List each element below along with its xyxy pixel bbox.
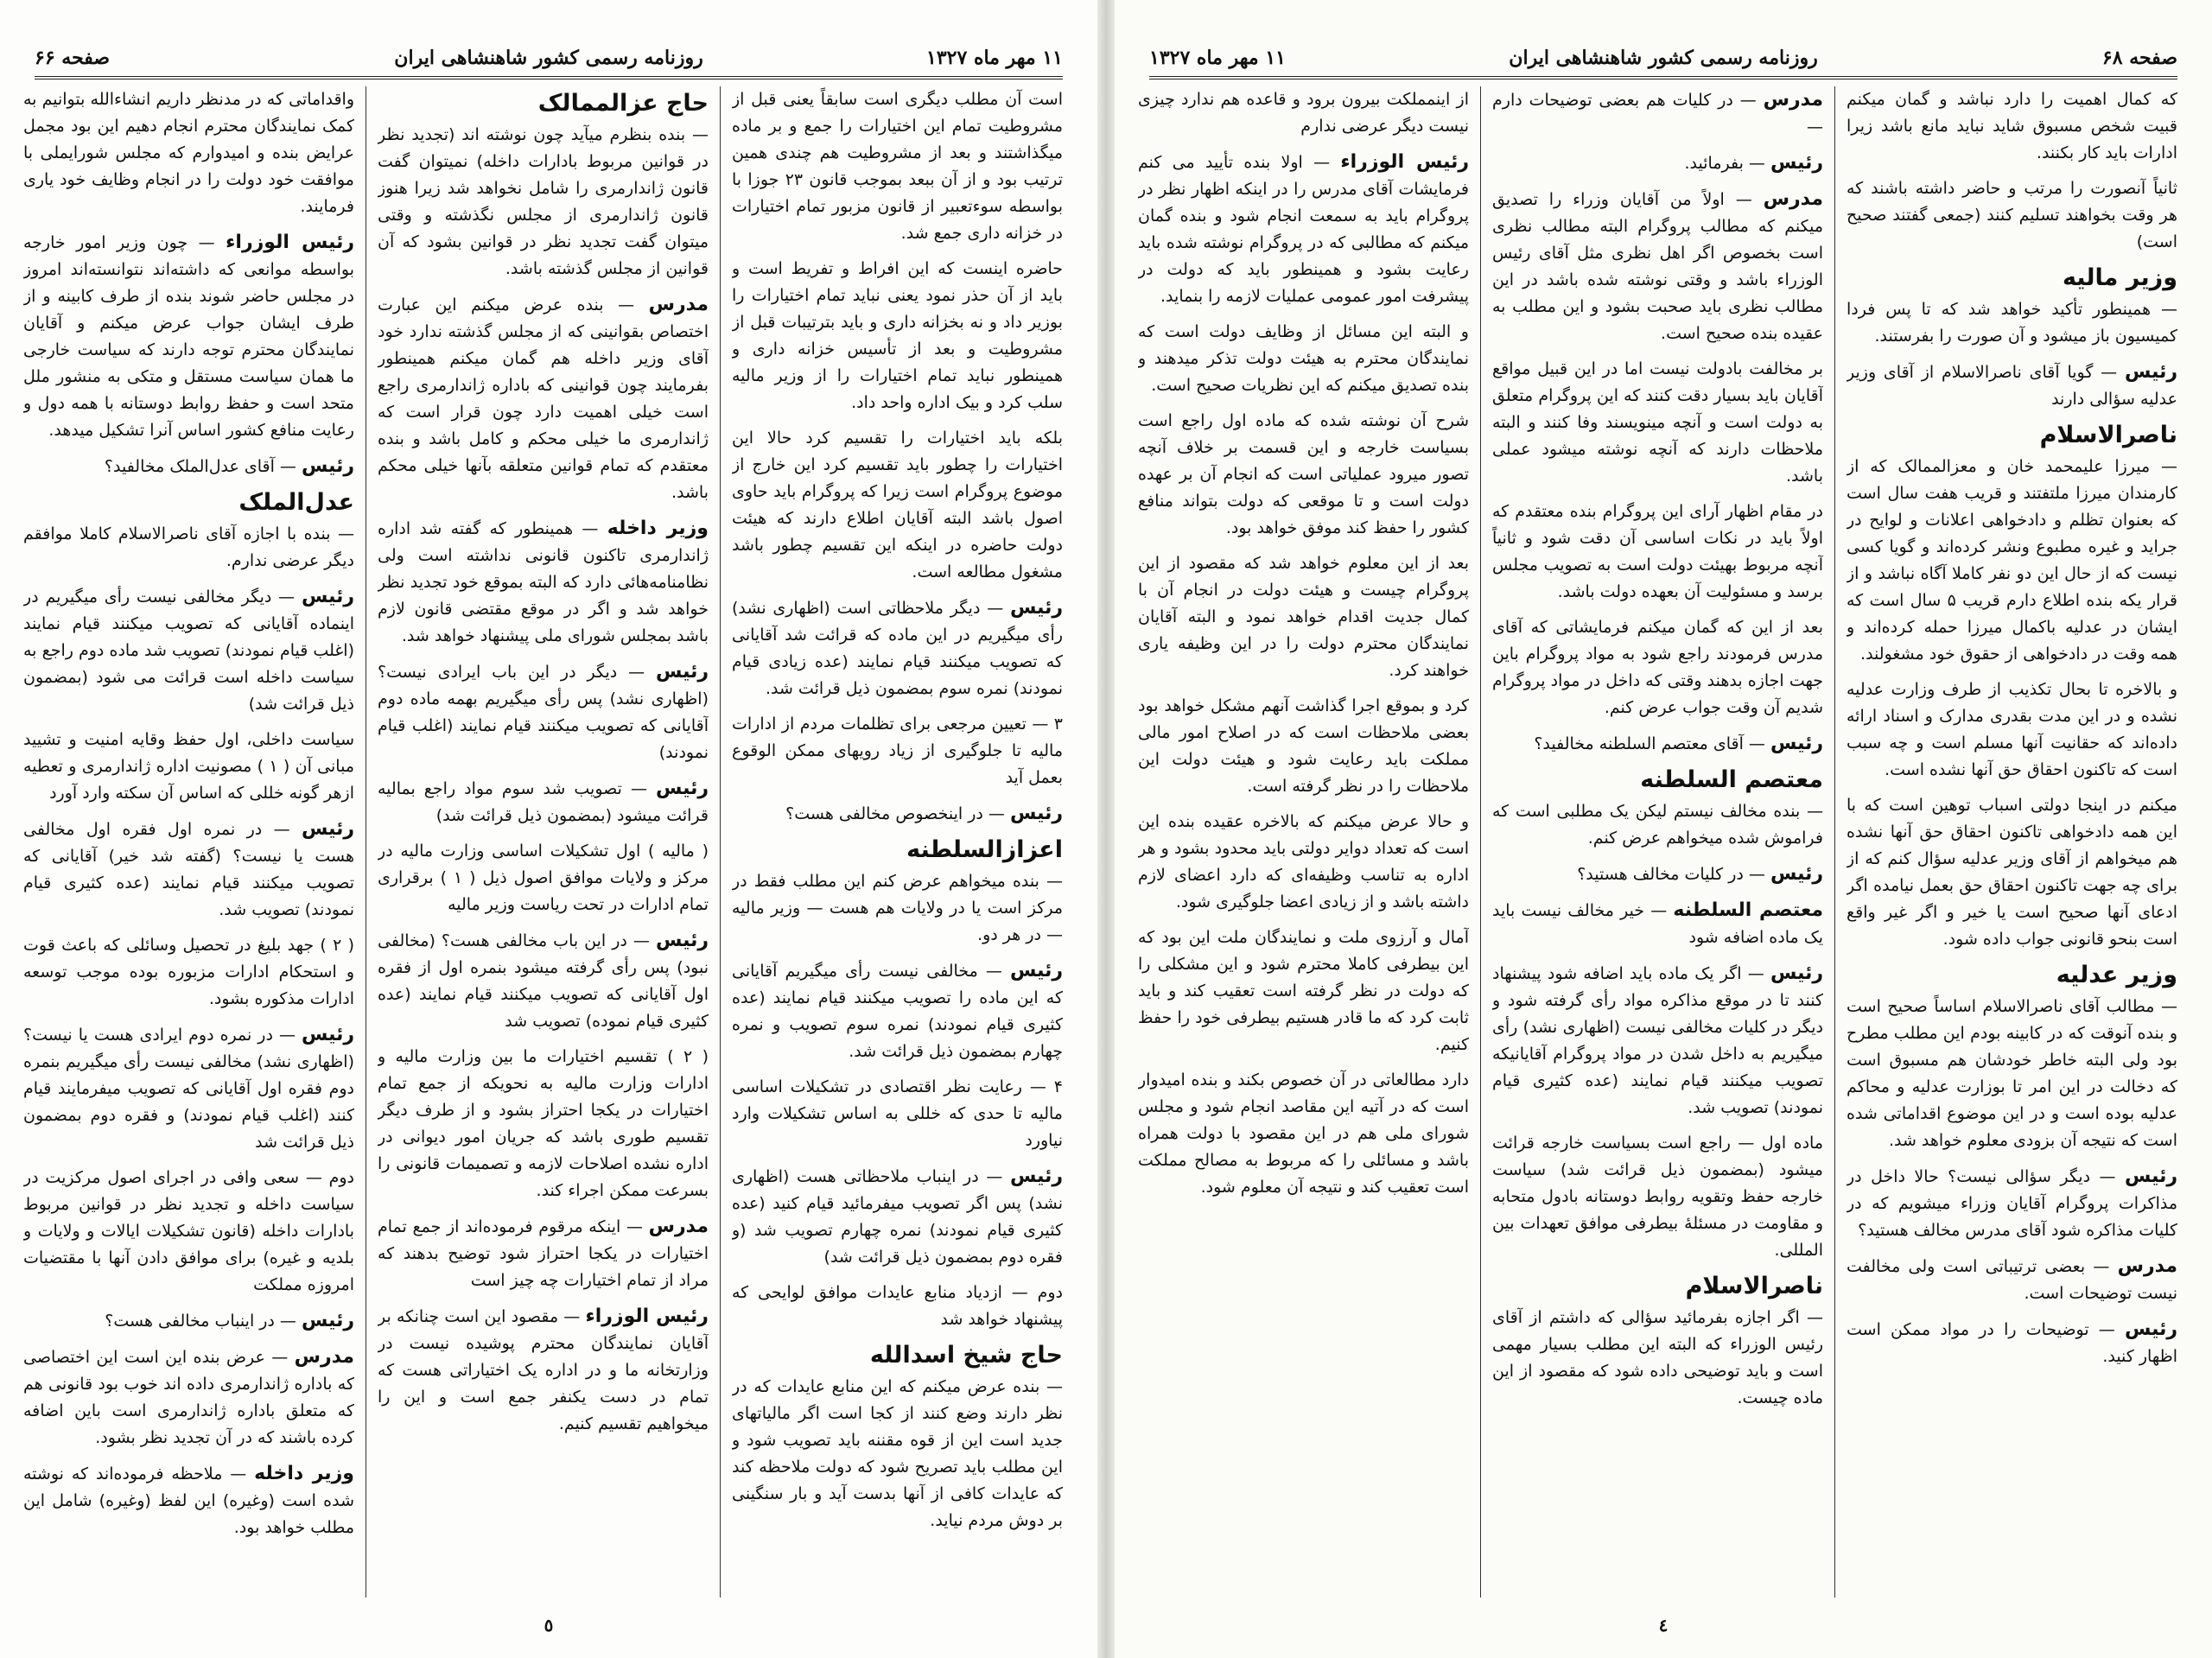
- paragraph: [1138, 319, 1469, 399]
- paragraph-text: بر مخالفت بادولت نیست اما در این قبیل مواقع آقایان باید بسیار دقت کنند که این پروگرام متعلق به دولت است و آنچه مینویسند وفا کنند و البته ملاحظات دارند که آنچه نوشته میشود عملی باشد.: [1492, 359, 1823, 486]
- speaker-name: رئیس: [1009, 960, 1063, 981]
- speaker-heading: ناصرالاسلام: [1685, 1273, 1823, 1299]
- speaker-name: معتصم السلطنه: [1673, 899, 1823, 921]
- paragraph: [732, 868, 1063, 949]
- speaker-name: رئیس: [655, 930, 709, 951]
- column-rule: [720, 86, 721, 1598]
- paragraph: [1492, 897, 1823, 951]
- speaker-name: رئیس: [1770, 863, 1823, 885]
- paragraph: [732, 256, 1063, 416]
- column: [378, 86, 709, 1598]
- speaker-name: مدرس: [648, 1216, 709, 1237]
- page-gutter: [1097, 0, 1115, 1658]
- header-date: ۱۱ مهر ماه ۱۳۲۷: [926, 47, 1063, 69]
- paragraph-text: — دیگر سؤالی نیست؟ حالا داخل در مذاکرات پروگرام آقایان وزراء میشویم که در کلیات مذاکره شود آقای مدرس مخالف هستید؟: [1847, 1167, 2177, 1240]
- paragraph: [23, 727, 354, 807]
- speaker-name: رئیس: [1009, 803, 1063, 824]
- speaker-name: رئیس: [1770, 733, 1823, 754]
- speaker-name: رئیس: [301, 586, 354, 607]
- paragraph: [1847, 359, 2177, 413]
- paragraph-text: ثانیاً آنصورت را مرتب و حاضر داشته باشند که هر وقت بخواهند تسلیم کنند (جمعی گفتند صحیح است): [1847, 179, 2177, 251]
- paragraph-text: میکنم در اینجا دولتی اسباب توهین است که با این همه دادخواهی تاکنون احقاق حق آنها نشده هم میخواهم از آقای وزیر عدلیه سؤال کنم که از برای چه جهت تاکنون احقاق حق بعمل نیامده اگر ادعای آنها صحیح است یا خیر و اگر غیر واقع است بنحو قانونی جواب داده شود.: [1847, 796, 2177, 949]
- paragraph-text: — دیگر مخالفی نیست رأی میگیریم در اینماده آقایانی که تصویب میکنند قیام نمایند (اغلب قیام نمودند) تصویب شد ماده دوم راجع به سیاست داخله است قرائت می شود (بمضمون ذیل قرائت شد): [23, 588, 354, 714]
- paragraph: [23, 583, 354, 718]
- paragraph-text: — مطالب آقای ناصرالاسلام اساساً صحیح است و بنده آنوقت که در کابینه بودم این مطلب مطرح بود ولی البته خاطر خودشان هم مسبوق است که دخالت در این امر تا بوزارت عدلیه و محاکم عدلیه بوده است و در این موضوع اقداماتی شده است که نتیجه آن بزودی معلوم خواهد شد.: [1847, 997, 2177, 1150]
- column: [1492, 86, 1823, 1598]
- paragraph: [1492, 1130, 1823, 1264]
- paragraph-text: — دیگر ملاحظاتی است (اظهاری نشد) رأی میگیریم در این ماده که قرائت شد آقایانی که تصویب میکنند قیام نمایند (عده زیادی قیام نمودند) نمره سوم بمضمون ذیل قرائت شد.: [732, 599, 1063, 698]
- paragraph: [378, 838, 709, 918]
- speaker-name: مدرس: [1763, 188, 1823, 210]
- paragraph-text: و حالا عرض میکنم که بالاخره عقیده بنده این است که تعداد دوایر دولتی باید محدود بشود و هر اداره به تناسب وظیفه‌ای که دارد اعضای لازم داشته باشد و از زیادی اعضا جلوگیری شود.: [1138, 812, 1469, 912]
- speaker-name: رئیس: [1770, 962, 1823, 984]
- paragraph-text: ( مالیه ) اول تشکیلات اساسی وزارت مالیه در مرکز و ولایات موافق اصول ذیل ( ۱ ) برقراری تمام ادارات در تحت ریاست وزیر مالیه: [378, 842, 709, 914]
- paragraph: [23, 1460, 354, 1541]
- paragraph: [378, 927, 709, 1035]
- speaker-name: وزیر داخله: [254, 1463, 354, 1484]
- paragraph: [1492, 730, 1823, 758]
- speaker-name: رئیس: [656, 661, 709, 683]
- columns: [23, 86, 1063, 1598]
- paragraph: [1847, 1316, 2177, 1370]
- paragraph: [1847, 86, 2177, 167]
- speaker-heading: حاج عزالممالک: [537, 90, 709, 117]
- speaker-name: رئیس: [2125, 361, 2177, 383]
- speaker-name: رئیس: [1009, 1166, 1063, 1187]
- paragraph: [23, 229, 354, 444]
- paragraph: [23, 453, 354, 480]
- paragraph: [1492, 356, 1823, 490]
- speaker-name: رئیس الوزراء: [585, 1305, 709, 1327]
- paragraph-text: — بنده با اجازه آقای ناصرالاسلام کاملا موافقم دیگر عرضی ندارم.: [23, 524, 354, 570]
- paragraph-text: — بفرمائید.: [1684, 154, 1765, 173]
- paragraph: [1492, 1305, 1823, 1412]
- paragraph: [1138, 924, 1469, 1058]
- paragraph-text: — در کلیات مخالف هستید؟: [1577, 865, 1765, 884]
- paragraph-text: — در این باب مخالفی هست؟ (مخالفی نبود) پس رأی گرفته میشود بنمره اول از فقره اول آقایانی که تصویب میکنند قیام نمایند (عده کثیری قیام نموده) تصویب شد: [378, 931, 709, 1031]
- paragraph-text: — همینطور که گفته شد اداره ژاندارمری تاکنون قانونی نداشته است ولی نظامنامه‌هائی دارد که البته بموقع خود تجدید نظر خواهد شد و اگر در موقع مقتضی قانون لازم باشد بمجلس شورای ملی پیشنهاد خواهد شد.: [378, 519, 709, 645]
- paragraph-text: — آقای عدل‌الملک مخالفید؟: [104, 457, 296, 476]
- paragraph-text: — بنده میخواهم عرض کنم این مطلب فقط در مرکز است یا در ولایات هم هست — وزیر مالیه — در هر دو.: [732, 872, 1063, 944]
- paragraph: [378, 291, 709, 506]
- header-page-label: صفحه ۶۶: [35, 47, 111, 69]
- paragraph-text: بعد از این معلوم خواهد شد که مقصود از این پروگرام چیست و هیئت دولت در انجام آن با کمال جدیت اقدام خواهد نمود و البته آقایان نمایندگان محترم دولت را در این وظیفه یاری خواهند کرد.: [1138, 554, 1469, 680]
- paragraph-text: — مخالفی نیست رأی میگیریم آقایانی که این ماده را تصویب میکنند قیام نمایند (عده کثیری قیام نمودند) نمره سوم تصویب و نمره چهارم بمضمون ذیل قرائت شد.: [732, 962, 1063, 1061]
- paragraph: [1138, 149, 1469, 310]
- paragraph-text: — اینکه مرقوم فرموده‌اند از جمع تمام اختیارات در یکجا احتراز شود توضیح بدهند که مراد از تمام اختیارات چه چیز است: [378, 1217, 709, 1290]
- paragraph-text: آمال و آرزوی ملت و نمایندگان ملت این بود که این بیطرفی کاملا محترم شود و این مشکلی را که دولت در نظر گرفته است تعقیب کند و باید ثابت کرد که ما قادر هستیم بیطرفی خود را حفظ کنیم.: [1138, 928, 1469, 1054]
- paragraph-text: در مقام اظهار آرای این پروگرام بنده معتقدم که اولاً باید در نکات اساسی آن دقت شود و ثانیاً آنچه مربوط بهیئت دولت است به تصویب مجلس برسد و مسئولیت آن بعهده دولت باشد.: [1492, 502, 1823, 601]
- header-date: ۱۱ مهر ماه ۱۳۲۷: [1149, 47, 1286, 69]
- paragraph: [1847, 454, 2177, 668]
- paragraph: [1138, 1067, 1469, 1201]
- paragraph: [23, 521, 354, 575]
- speaker-heading: حاج شیخ اسدالله: [869, 1342, 1063, 1369]
- paragraph-text: حاضره اینست که این افراط و تفریط است و باید از آن حذر نمود یعنی نباید تمام اختیارات را بوزیر داد و نه بخزانه داری و باید بترتیبات قبل از مشروطیت و بعد از تأسیس خزانه داری و همینطور نباید تمام اختیارات را از وزیر مالیه سلب کرد و بیک اداره واحد داد.: [732, 259, 1063, 412]
- column-rule: [365, 86, 366, 1598]
- paragraph: [732, 711, 1063, 791]
- paragraph: [378, 775, 709, 829]
- page-folio: ٥: [543, 1615, 554, 1636]
- column: [23, 86, 354, 1598]
- header-page-label: صفحه ۶۸: [2101, 47, 2177, 69]
- speaker-heading: اعزازالسلطنه: [906, 836, 1063, 863]
- speaker-heading: وزیر عدلیه: [2056, 962, 2177, 988]
- paragraph: [1847, 175, 2177, 256]
- paragraph-text: ۴ — رعایت نظر اقتصادی در تشکیلات اساسی مالیه تا حدی که خللی به اساس تشکیلات وارد نیاورد: [732, 1077, 1063, 1150]
- paragraph: [378, 122, 709, 283]
- paragraph: [1138, 693, 1469, 800]
- paragraph: [732, 1074, 1063, 1154]
- paragraph-text: ۳ — تعیین مرجعی برای تظلمات مردم از ادارات مالیه تا جلوگیری از زیاد رویهای ممکن الوقوع بعمل آید: [732, 715, 1063, 787]
- paragraph: [23, 1344, 354, 1452]
- paragraph-text: — توضیحات را در مواد ممکن است اظهار کنید.: [1847, 1320, 2177, 1366]
- paragraph: [23, 816, 354, 924]
- paragraph-text: بلکه باید اختیارات را تقسیم کرد حالا این اختیارات را چطور باید تقسیم کرد این خارج از موضوع پروگرام است زیرا که پروگرام باید حاوی اصول باشد البته آقایان اطلاع دارند که هیئت دولت حاضره در اینکه این تقسیم چطور باشد مشغول مطالعه است.: [732, 429, 1063, 581]
- left-page: [0, 0, 1097, 1658]
- paragraph: [23, 932, 354, 1013]
- paragraph-text: — تصویب شد سوم مواد راجع بمالیه قرائت میشود (بمضمون ذیل قرائت شد): [378, 779, 709, 825]
- paragraph: [1138, 408, 1469, 542]
- paragraph-text: — چون وزیر امور خارجه بواسطه موانعی که داشته‌اند نتوانسته‌اند امروز در مجلس حاضر شوند بنده از طرف کابینه و از طرف ایشان جواب عرض میکنم و آقایان نمایندگان محترم توجه دارند که سیاست خارجی ما همان سیاست مستقل و متکی به منشور ملل متحد است و حفظ روابط دوستانه با همه دول و رعایت منافع کشور اساس آنرا تشکیل میدهد.: [23, 233, 354, 440]
- paragraph: [1492, 186, 1823, 347]
- paragraph-text: از اینمملکت بیرون برود و قاعده هم ندارد چیزی نیست دیگر عرضی ندارم: [1138, 90, 1469, 136]
- paragraph: [1847, 994, 2177, 1154]
- speaker-name: رئیس: [2124, 1166, 2177, 1187]
- paragraph: [1492, 798, 1823, 852]
- paragraph: [1492, 86, 1823, 141]
- paragraph-text: کرد و بموقع اجرا گذاشت آنهم مشکل خواهد بود بعضی ملاحظات است که در اصلاح امور مالی مملکت باید رعایت شود و هیئت دولت این ملاحظات را در نظر گرفته است.: [1138, 696, 1469, 796]
- paragraph: [732, 86, 1063, 247]
- paragraph-text: است آن مطلب دیگری است سابقاً یعنی قبل از مشروطیت تمام این اختیارات را جمع و بر ماده میگذاشتند و بعد از مشروطیت هم چندی همین ترتیب بود و از آن ببعد بموجب قانون ۲۳ جوزا با بواسطه سوءتعبیر از قانون مزبور تمام اختیارات در خزانه داری جمع شد.: [732, 90, 1063, 243]
- paragraph-text: — در اینباب مخالفی هست؟: [105, 1312, 296, 1331]
- paragraph: [378, 1213, 709, 1294]
- paragraph-text: — آقای معتصم السلطنه مخالفید؟: [1534, 734, 1765, 753]
- column: [1138, 86, 1469, 1598]
- paragraph-text: — دیگر در این باب ایرادی نیست؟ (اظهاری نشد) پس رأی میگیریم بهمه ماده دوم آقایانی که تصویب میکنند قیام نمایند (اغلب قیام نمودند): [378, 663, 709, 762]
- paragraph-text: — بنده بنظرم میآید چون نوشته اند (تجدید نظر در قوانین مربوط بادارات داخله) نمیتوان گفت قانون ژاندارمری را شامل نخواهد شد زیرا هنوز قانون ژاندارمری از مجلس نگذشته و وقتی میتوان گفت تجدید نظر در قوانین بشود که آن قوانین از مجلس گذشته باشد.: [378, 125, 709, 278]
- paragraph: [1847, 296, 2177, 350]
- column-rule: [1480, 86, 1481, 1598]
- speaker-name: مدرس: [648, 294, 709, 315]
- speaker-heading: ناصرالاسلام: [2039, 422, 2177, 448]
- paragraph: [732, 957, 1063, 1065]
- paragraph: [1847, 1163, 2177, 1244]
- paragraph: [1138, 550, 1469, 684]
- speaker-name: رئیس: [301, 455, 354, 477]
- paragraph: [23, 86, 354, 220]
- paragraph: [1492, 614, 1823, 721]
- speaker-heading: معتصم السلطنه: [1640, 766, 1823, 793]
- columns: [1138, 86, 2177, 1598]
- page-header: [35, 41, 1063, 79]
- paragraph-text: — اولا بنده تأیید می کنم فرمایشات آقای مدرس را در اینکه اظهار نظر در پروگرام باید به سمعت انجام شود و بنده گمان میکنم که مطالبی که در پروگرام نوشته شده باید رعایت بشود و همینطور باید که دولت در پیشرفت امور عمومی عملیات لازمه را بنماید.: [1138, 153, 1469, 306]
- speaker-name: مدرس: [294, 1346, 354, 1368]
- paragraph: [1847, 677, 2177, 784]
- paragraph: [1138, 809, 1469, 916]
- paragraph-text: — در نمره دوم ایرادی هست یا نیست؟ (اظهاری نشد) مخالفی نیست رأی میگیریم بنمره دوم فقره اول آقایانی که تصویب میفرمایند قیام کنند (اغلب قیام نمودند) و فقره دوم بمضمون ذیل قرائت شد: [23, 1026, 354, 1152]
- paragraph: [378, 515, 709, 650]
- speaker-name: رئیس: [1770, 152, 1823, 174]
- paragraph-text: دوم — سعی وافی در اجرای اصول مرکزیت در سیاست داخله و تجدید نظر در قوانین مربوط بادارات داخله (قانون تشکیلات ایالات و ولایات و بلدیه و غیره) برای موافق دادن آنها با مقتضیات امروزه مملکت: [23, 1168, 354, 1294]
- paragraph-text: و البته این مسائل از وظایف دولت است که نمایندگان محترم به هیئت دولت تذکر میدهند و بنده تصدیق میکنم که این نظریات صحیح است.: [1138, 322, 1469, 395]
- paragraph-text: ( ۲ ) جهد بلیغ در تحصیل وسائلی که باعث قوت و استحکام ادارات مزبوره بوده موجب توسعه ادارات مذکوره بشود.: [23, 936, 354, 1008]
- paragraph-text: — بنده مخالف نیستم لیکن یک مطلبی است که فراموش شده میخواهم عرض کنم.: [1492, 802, 1823, 848]
- speaker-name: رئیس: [301, 818, 354, 840]
- paragraph-text: — بعضی ترتیباتی است ولی مخالفت نیست توضیحات است.: [1847, 1257, 2177, 1303]
- speaker-name: وزیر داخله: [607, 518, 709, 539]
- paragraph-text: — ملاحظه فرموده‌اند که نوشته شده است (وغیره) این لفظ (وغیره) شامل این مطلب خواهد بود.: [23, 1464, 354, 1537]
- paragraph-text: — بنده عرض میکنم این عبارت اختصاص بقوانینی که از مجلس گذشته ندارد خود آقای وزیر داخله هم گمان میکنم همینطور بفرمایند چون قوانینی که باداره ژاندارمری راجع است خیلی اهمیت دارد چون قرار است که ژاندارمری ما خیلی محکم و کامل باشد و بنده معتقدم که تمام قوانین متعلقه بآنها خیلی محکم باشد.: [378, 295, 709, 502]
- speaker-name: رئیس: [301, 1310, 354, 1331]
- paragraph: [378, 1044, 709, 1204]
- speaker-name: رئیس: [301, 1024, 354, 1045]
- paragraph-text: — در نمره اول فقره اول مخالفی هست یا نیست؟ (گفته شد خیر) آقایانی که تصویب میکنند قیام نمایند (عده کثیری قیام نمودند) تصویب شد.: [23, 820, 354, 919]
- paragraph: [732, 1280, 1063, 1333]
- paragraph-text: — خیر مخالف نیست باید یک ماده اضافه شود: [1492, 901, 1823, 947]
- paragraph-text: — بنده عرض میکنم که این منابع عایدات که در نظر دارند وضع کنند از کجا است اگر مالیاتهای جدید است این از قوه مقننه باید تصویب شود و این مطلب باید تصریح شود که دولت ملاحظه کند که عایدات کافی از آنها بدست آید و بار سنگینی بر دوش مردم نیاید.: [732, 1377, 1063, 1530]
- column: [1847, 86, 2177, 1598]
- paragraph: [23, 1021, 354, 1156]
- paragraph: [378, 1303, 709, 1438]
- paragraph-text: و بالاخره تا بحال تکذیب از طرف وزارت عدلیه نشده و در این مدت بقدری مدارک و اسناد ارائه داده‌اند که حقانیت آنها مسلم است و چه سبب است که تاکنون احقاق حق آنها نشده است.: [1847, 680, 2177, 779]
- paragraph-text: که کمال اهمیت را دارد نباشد و گمان میکنم قبیت شخص مسبوق شاید نباید مانع باشد زیرا ادارات باید کار بکنند.: [1847, 90, 2177, 162]
- paragraph-text: واقداماتی که در مدنظر داریم انشاءالله بتوانیم به کمک نمایندگان محترم انجام دهیم این بود مجمل عرایض بنده و امیدوارم که مجلس شورایملی با موافقت خود دولت را در انجام وظایف خود یاری فرمایند.: [23, 90, 354, 216]
- paragraph-text: — مقصود این است چنانکه بر آقایان نمایندگان محترم پوشیده نیست در وزارتخانه ما و در اداره یک اختیاراتی هست که تمام در دست یکنفر جمع است و این را میخواهیم تقسیم کنیم.: [378, 1307, 709, 1433]
- speaker-name: رئیس الوزراء: [226, 232, 354, 253]
- paragraph-text: ( ۲ ) تقسیم اختیارات ما بین وزارت مالیه و ادارات وزارت مالیه به نحویکه از جمع تمام اختیارات در یکجا احتراز بشود و از طرف دیگر تقسیم طوری باشد که جریان امور دیوانی در اداره نشده اصلاحات لازمه و تصمیمات قانونی را بسرعت ممکن اجراء کند.: [378, 1047, 709, 1200]
- paragraph: [1492, 960, 1823, 1121]
- paragraph-text: — در اینباب ملاحظاتی هست (اظهاری نشد) پس اگر تصویب میفرمائید قیام کنید (عده کثیری قیام نمودند) نمره چهارم تصویب شد (و فقره دوم بمضمون ذیل قرائت شد): [732, 1167, 1063, 1267]
- paragraph-text: ماده اول — راجع است بسیاست خارجه قرائت میشود (بمضمون ذیل قرائت شد) سیاست خارجه حفظ وتقویه روابط دوستانه بادول متحابه و مقاومت در مسئلۀ بیطرفی موافق تعهدات بین المللی.: [1492, 1134, 1823, 1260]
- paragraph: [1492, 861, 1823, 888]
- paragraph: [732, 800, 1063, 828]
- paragraph: [1847, 1253, 2177, 1307]
- paragraph: [1492, 499, 1823, 606]
- paragraph-text: — اگر یک ماده باید اضافه شود پیشنهاد کنند تا در موقع مذاکره مواد رأی گرفته شود و دیگر در کلیات مخالفی نیست (اظهاری نشد) رأی میگیریم به داخل شدن در مواد پروگرام آقایانیکه تصویب میکنند قیام نمایند (عده کثیری قیام نمودند) تصویب شد.: [1492, 964, 1823, 1117]
- paragraph: [1138, 86, 1469, 140]
- column: [732, 86, 1063, 1598]
- paragraph: [23, 1307, 354, 1335]
- column-rule: [1834, 86, 1835, 1598]
- speaker-heading: وزیر مالیه: [2062, 264, 2177, 291]
- speaker-name: رئیس: [2124, 1318, 2177, 1340]
- paragraph-text: — اولاً من آقایان وزراء را تصدیق میکنم که مطالب پروگرام البته مطالب نظری است بخصوص اگر اهل نظری مثل آقای رئیس الوزراء باشد و وقتی نوشته شده باشد در این مطالب نظری باید صحبت بشود و این مطلب به عقیده بنده صحیح است.: [1492, 190, 1823, 343]
- speaker-name: رئیس: [1009, 597, 1063, 619]
- paragraph-text: — اگر اجازه بفرمائید سؤالی که داشتم از آقای رئیس الوزراء که البته این مطلب بسیار مهمی است و باید توضیحی داده شود که مقصود از این ماده چیست.: [1492, 1308, 1823, 1407]
- paragraph-text: — عرض بنده این است این اختصاصی که باداره ژاندارمری داده اند خوب بود قانونی هم که متعلق باداره ژاندارمری است باین اضافه کرده باشند که در آن تجدید نظر بشود.: [23, 1348, 354, 1447]
- page-header: [1149, 41, 2177, 79]
- speaker-heading: عدل‌الملک: [238, 489, 354, 516]
- paragraph-text: — گویا آقای ناصرالاسلام از آقای وزیر عدلیه سؤالی دارند: [1847, 363, 2177, 409]
- paragraph-text: — در کلیات هم بعضی توضیحات دارم —: [1492, 91, 1823, 137]
- paragraph: [378, 658, 709, 766]
- paragraph: [1847, 792, 2177, 953]
- speaker-name: مدرس: [1763, 89, 1823, 111]
- paragraph-text: — همینطور تأکید خواهد شد که تا پس فردا کمیسیون باز میشود و آن صورت را بفرستند.: [1847, 300, 2177, 346]
- paragraph: [732, 1374, 1063, 1534]
- paragraph-text: دارد مطالعاتی در آن خصوص بکند و بنده امیدوار است که در آتیه این مقاصد انجام شود و مجلس شورای ملی هم در این مقصود با دولت همراه باشد و مسائلی را که مربوط به مصالح مملکت است تعقیب کند و نتیجه آن معلوم شود.: [1138, 1070, 1469, 1197]
- paragraph: [732, 594, 1063, 702]
- header-title: روزنامه رسمی کشور شاهنشاهی ایران: [394, 47, 703, 69]
- paragraph-text: — در اینخصوص مخالفی هست؟: [785, 804, 1005, 823]
- page-folio: ٤: [1658, 1615, 1669, 1636]
- speaker-name: رئیس: [656, 778, 709, 799]
- paragraph-text: شرح آن نوشته شده که ماده اول راجع است بسیاست خارجه و این قسمت بر خلاف آنچه تصور میرود عملیاتی است که انجام آن بر عهده دولت است و تا موقعی که دولت بتواند منافع کشور را حفظ کند موفق خواهد بود.: [1138, 411, 1469, 537]
- paragraph-text: — میرزا علیمحمد خان و معزالممالک که از کارمندان میرزا ملتفتند و قریب هفت سال است که بعنوان تظلم و دادخواهی اعلانات و لوایح در جراید و غیره مطبوع ونشر کرده‌اند و گویا کسی نیست که از حال این دو نفر کاملا آگاه نباشد و از قرار یکه بنده اطلاع دارم قریب ۵ سال است که ایشان در عدلیه باکمال میرزا حمله کرده‌اند و همه وقت در دادخواهی از حقوق خود مشغولند.: [1847, 457, 2177, 664]
- header-title: روزنامه رسمی کشور شاهنشاهی ایران: [1509, 47, 1818, 69]
- paragraph: [23, 1165, 354, 1299]
- paragraph: [732, 1163, 1063, 1271]
- paragraph-text: دوم — ازدیاد منابع عایدات موافق لوایحی که پیشنهاد خواهد شد: [732, 1283, 1063, 1329]
- speaker-name: مدرس: [2117, 1255, 2177, 1277]
- paragraph: [1492, 149, 1823, 177]
- paragraph-text: سیاست داخلی، اول حفظ وقایه امنیت و تشیید مبانی آن ( ۱ ) مصونیت اداره ژاندارمری و تعطیه ازهر گونه خللی که اساس آن سکته وارد آورد: [23, 730, 354, 803]
- right-page: [1115, 0, 2212, 1658]
- paragraph-text: بعد از این که گمان میکنم فرمایشاتی که آقای مدرس فرمودند راجع شود به مواد پروگرام باین جهت اجازه بدهند وقتی که داخل در مواد پروگرام شدیم آن وقت جواب عرض کنم.: [1492, 618, 1823, 717]
- speaker-name: رئیس الوزراء: [1340, 151, 1469, 173]
- paragraph: [732, 425, 1063, 586]
